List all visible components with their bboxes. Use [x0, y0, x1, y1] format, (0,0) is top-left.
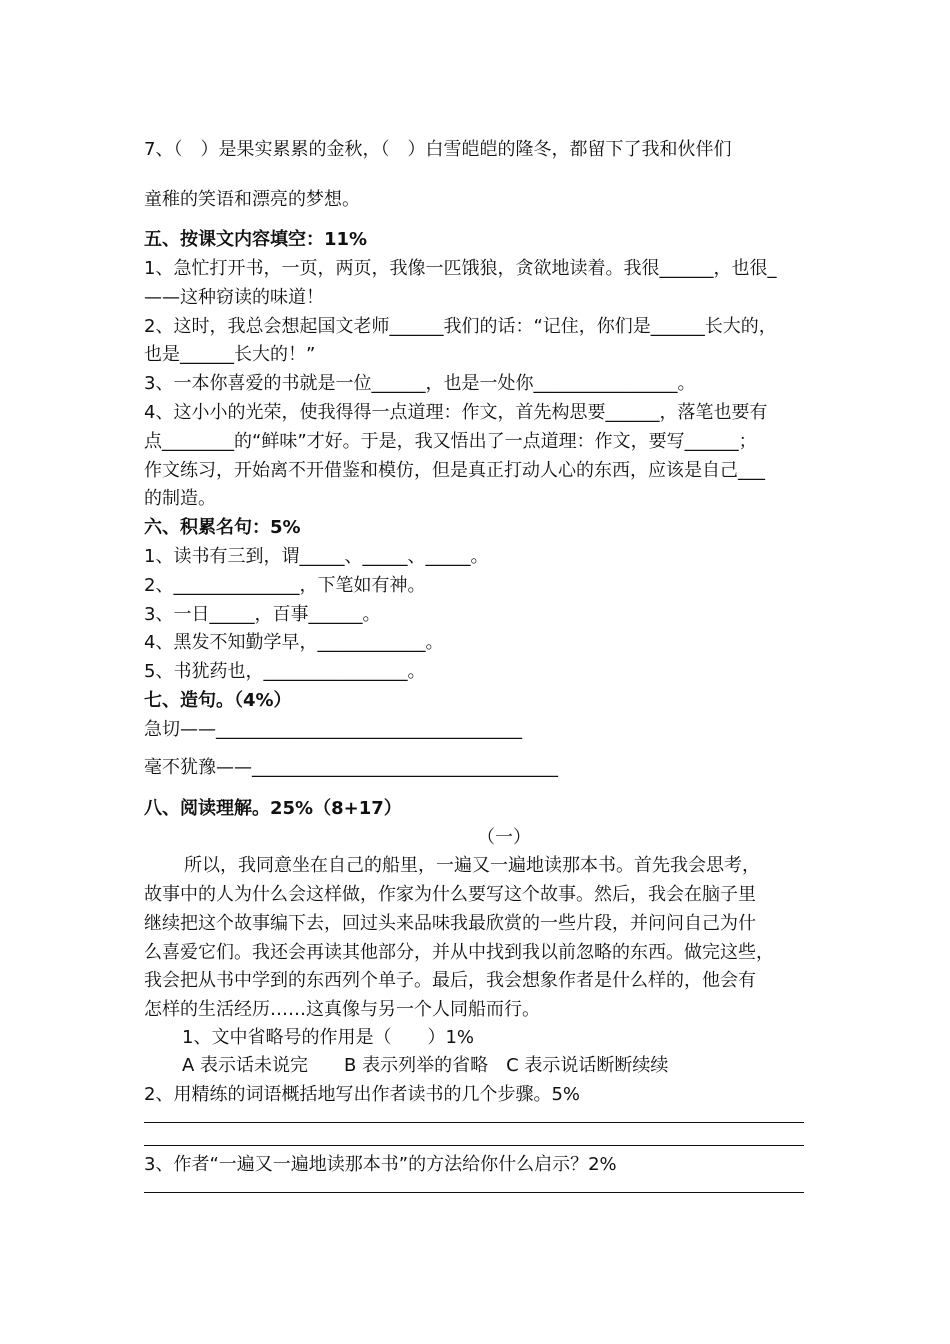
- reading-question-1: 1、文中省略号的作用是（ ）1%: [182, 1027, 475, 1048]
- section-5-line: 作文练习，开始离不开借鉴和模仿，但是真正打动人心的东西，应该是自己___: [144, 460, 765, 481]
- section-5-line: 4、这小小的光荣，使我得得一点道理：作文，首先构思要______，落笔也要有: [144, 402, 768, 423]
- section-6-heading: 六、积累名句：5%: [144, 517, 301, 538]
- passage-line: 我会把从书中学到的东西列个单子。最后，我会想象作者是什么样的，他会有: [144, 970, 756, 991]
- passage-line: 所以，我同意坐在自己的船里，一遍又一遍地读那本书。首先我会思考，: [184, 855, 760, 876]
- section-6-line: 4、黑发不知勤学早，____________。: [144, 632, 444, 653]
- section-5-line: 点________的“鲜味”才好。于是，我又悟出了一点道理：作文，要写______；: [144, 431, 757, 452]
- passage-line: 么喜爱它们。我还会再读其他部分，并从中找到我以前忽略的东西。做完这些，: [144, 942, 774, 963]
- passage-line: 故事中的人为什么会这样做，作家为什么要写这个故事。然后，我会在脑子里: [144, 884, 756, 905]
- section-5-line: 1、急忙打开书，一页，两页，我像一匹饿狼，贪欲地读着。我很______，也很_: [144, 258, 777, 279]
- reading-question-2: 2、用精练的词语概括地写出作者读书的几个步骤。5%: [144, 1084, 581, 1105]
- answer-line[interactable]: [144, 1192, 804, 1193]
- section-5-line: 2、这时，我总会想起国文老师______我们的话：“记住，你们是______长大的，: [144, 316, 777, 337]
- section-5-line: 的制造。: [144, 488, 216, 509]
- reading-question-3: 3、作者“一遍又一遍地读那本书”的方法给你什么启示？2%: [144, 1154, 617, 1175]
- passage-line: 怎样的生活经历……这真像与另一个人同船而行。: [144, 999, 540, 1020]
- question-7-line-2: 童稚的笑语和漂亮的梦想。: [144, 189, 360, 210]
- section-7-heading: 七、造句。（4%）: [144, 690, 292, 711]
- section-7-line: 急切——__________________________________: [144, 719, 522, 740]
- section-6-line: 2、______________，下笔如有神。: [144, 575, 426, 596]
- section-5-heading: 五、按课文内容填空：11%: [144, 229, 368, 250]
- section-5-line: 3、一本你喜爱的书就是一位______，也是一处你________________。: [144, 373, 696, 394]
- answer-line[interactable]: [144, 1122, 804, 1123]
- section-8-heading: 八、阅读理解。25%（8+17）: [144, 798, 402, 819]
- section-6-line: 3、一日_____，百事______。: [144, 604, 381, 625]
- section-5-line: 也是______长大的！”: [144, 344, 316, 365]
- answer-line[interactable]: [144, 1145, 804, 1146]
- question-7-line-1: 7、（ ）是果实累累的金秋，（ ）白雪皑皑的隆冬，都留下了我和伙伴们: [144, 139, 732, 160]
- passage-line: 继续把这个故事编下去，回过头来品味我最欣赏的一些片段，并问问自己为什: [144, 913, 756, 934]
- section-6-line: 1、读书有三到，谓_____、_____、_____。: [144, 546, 489, 567]
- section-6-line: 5、书犹药也，________________。: [144, 661, 426, 682]
- section-7-line: 毫不犹豫——__________________________________: [144, 757, 558, 778]
- passage-subheading: （一）: [477, 827, 531, 848]
- section-5-line: ——这种窃读的味道！: [144, 287, 324, 308]
- reading-question-1-options: A 表示话未说完 B 表示列举的省略 C 表示说话断断续续: [182, 1055, 669, 1076]
